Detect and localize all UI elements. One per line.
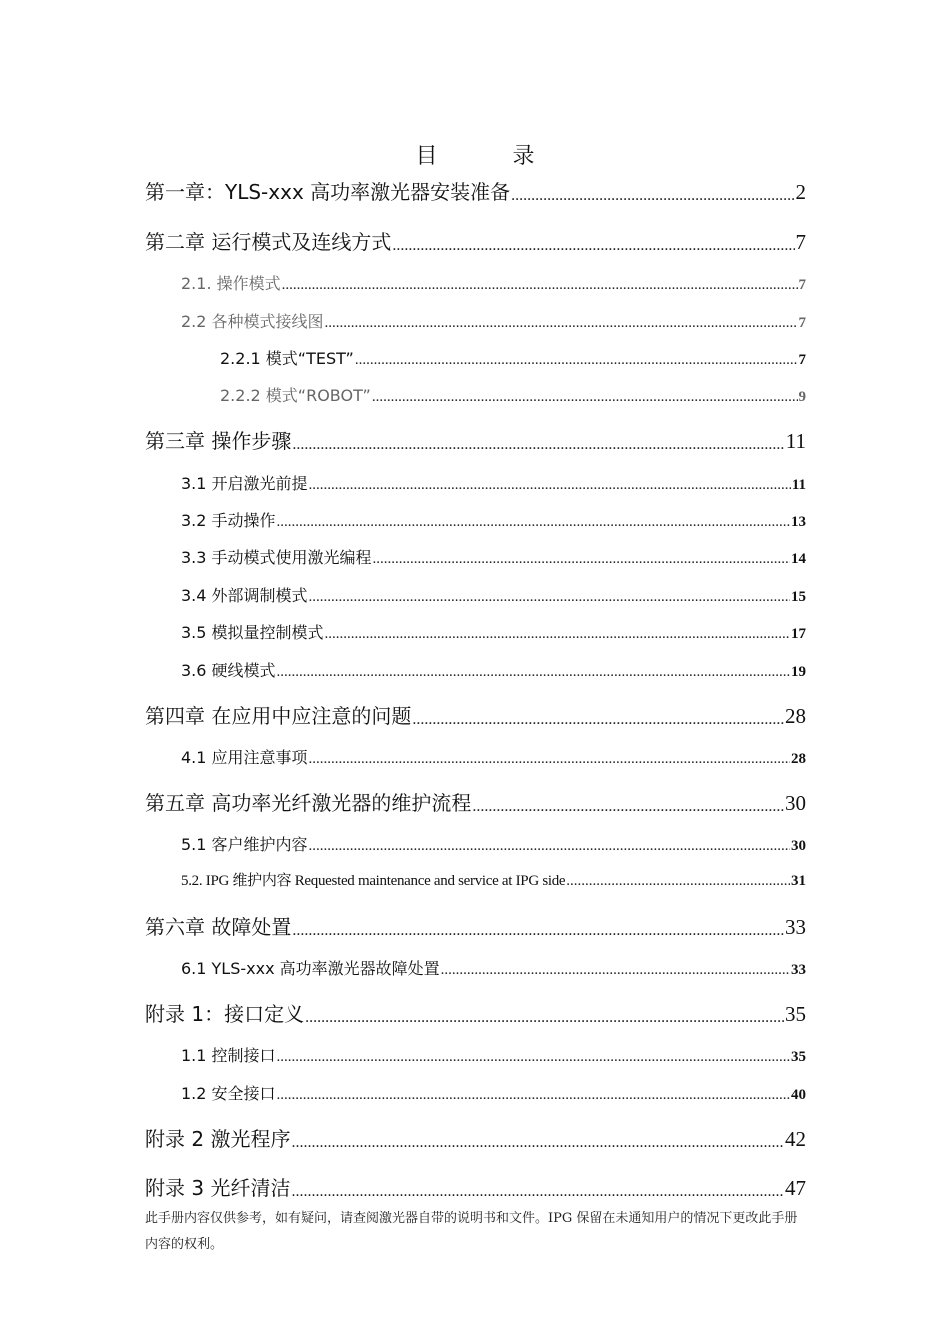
toc-entry-label: 5.1 客户维护内容 <box>181 835 308 854</box>
toc-entry-page: 9 <box>798 389 806 405</box>
dot-leader <box>309 589 790 606</box>
dot-leader <box>282 277 798 294</box>
dot-leader <box>325 626 790 643</box>
toc-entry-chapter-5[interactable] <box>145 787 806 816</box>
toc-entry-page: 30 <box>785 791 806 815</box>
toc-entry-chapter-1[interactable] <box>145 176 806 205</box>
toc-entry-label: 第一章：YLS-xxx 高功率激光器安装准备 <box>145 180 511 204</box>
toc-entry-page: 31 <box>791 873 806 889</box>
toc-entry-page: 2 <box>795 180 806 204</box>
dot-leader <box>373 551 790 568</box>
toc-entry-3-1[interactable] <box>181 471 806 494</box>
toc-entry-page: 7 <box>798 277 806 293</box>
toc-entry-page: 35 <box>785 1002 806 1026</box>
toc-entry-page: 7 <box>798 315 806 331</box>
dot-leader <box>325 315 798 332</box>
toc-entry-a1-2[interactable] <box>181 1081 806 1104</box>
toc-entry-5-1[interactable] <box>181 832 806 855</box>
toc-entry-page: 11 <box>785 429 806 453</box>
toc-entry-label: 第三章 操作步骤 <box>145 429 292 453</box>
toc-entry-chapter-2[interactable] <box>145 226 806 255</box>
toc-entry-label: 1.1 控制接口 <box>181 1046 276 1065</box>
toc-entry-label: 5.2. IPG 维护内容 Requested maintenance and service at IPG side <box>181 873 566 889</box>
dot-leader <box>412 711 784 729</box>
toc-entry-label: 1.2 安全接口 <box>181 1084 276 1103</box>
dot-leader <box>291 1183 784 1201</box>
toc-entry-page: 11 <box>791 477 806 493</box>
toc-entry-label: 2.2.1 模式“TEST” <box>220 349 354 368</box>
toc-entry-page: 15 <box>791 589 806 605</box>
dot-leader <box>277 514 790 531</box>
toc-entry-4-1[interactable] <box>181 745 806 768</box>
toc-entry-page: 28 <box>791 751 806 767</box>
footer-disclaimer: 此手册内容仅供参考，如有疑问，请查阅激光器自带的说明书和文件。IPG 保留在未通知用户的情况下更改此手册内容的权利。 <box>145 1211 798 1252</box>
toc-entry-label: 附录 1：接口定义 <box>145 1002 305 1026</box>
toc-entry-chapter-6[interactable] <box>145 911 806 940</box>
toc-entry-3-2[interactable] <box>181 508 806 531</box>
toc-entry-label: 2.1. 操作模式 <box>181 274 281 293</box>
toc-entry-label: 3.2 手动操作 <box>181 511 276 530</box>
toc-entry-2-2[interactable] <box>181 309 806 332</box>
dot-leader <box>277 1049 790 1066</box>
toc-entry-3-3[interactable] <box>181 545 806 568</box>
toc-entry-a1-1[interactable] <box>181 1043 806 1066</box>
dot-leader <box>291 1134 784 1152</box>
toc-entry-label: 3.6 硬线模式 <box>181 661 276 680</box>
dot-leader <box>511 187 794 205</box>
toc-entry-2-2-1[interactable] <box>220 346 806 369</box>
toc-entry-appendix-3[interactable] <box>145 1172 806 1201</box>
toc-entry-label: 3.1 开启激光前提 <box>181 474 308 493</box>
dot-leader <box>277 664 790 681</box>
toc-entry-label: 3.3 手动模式使用激光编程 <box>181 548 372 567</box>
dot-leader <box>292 436 784 454</box>
toc-entry-5-2[interactable] <box>181 869 806 890</box>
dot-leader <box>441 962 790 979</box>
dot-leader <box>392 237 794 255</box>
toc-entry-page: 14 <box>791 551 806 567</box>
dot-leader <box>566 873 790 890</box>
toc-entry-page: 7 <box>798 352 806 368</box>
toc-entry-chapter-3[interactable] <box>145 425 806 454</box>
toc-entry-label: 第六章 故障处置 <box>145 915 292 939</box>
toc-entry-2-1[interactable] <box>181 271 806 294</box>
toc-entry-2-2-2[interactable] <box>220 383 806 406</box>
toc-entry-label: 第二章 运行模式及连线方式 <box>145 230 392 254</box>
toc-entry-label: 附录 3 光纤清洁 <box>145 1176 291 1200</box>
toc-entry-label: 3.5 模拟量控制模式 <box>181 623 324 642</box>
toc-entry-page: 19 <box>791 664 806 680</box>
toc-entry-page: 33 <box>785 915 806 939</box>
toc-entry-label: 第五章 高功率光纤激光器的维护流程 <box>145 791 472 815</box>
toc-entry-page: 17 <box>791 626 806 642</box>
toc-entry-label: 2.2.2 模式“ROBOT” <box>220 386 371 405</box>
toc-entry-label: 4.1 应用注意事项 <box>181 748 308 767</box>
toc-entry-page: 28 <box>785 704 806 728</box>
toc-entry-page: 40 <box>791 1087 806 1103</box>
toc-title: 目 录 <box>415 143 569 169</box>
toc-entry-page: 35 <box>791 1049 806 1065</box>
toc-entry-label: 2.2 各种模式接线图 <box>181 312 324 331</box>
toc-entry-page: 13 <box>791 514 806 530</box>
toc-entry-page: 47 <box>785 1176 806 1200</box>
dot-leader <box>305 1009 784 1027</box>
dot-leader <box>372 389 798 406</box>
toc-entry-6-1[interactable] <box>181 956 806 979</box>
toc-entry-page: 33 <box>791 962 806 978</box>
toc-entry-page: 30 <box>791 838 806 854</box>
toc-entry-label: 3.4 外部调制模式 <box>181 586 308 605</box>
dot-leader <box>309 751 790 768</box>
dot-leader <box>292 922 784 940</box>
toc-entry-page: 42 <box>785 1127 806 1151</box>
toc-entry-label: 附录 2 激光程序 <box>145 1127 291 1151</box>
dot-leader <box>309 477 791 494</box>
toc-entry-3-5[interactable] <box>181 620 806 643</box>
toc-entry-page: 7 <box>795 230 806 254</box>
toc-entry-appendix-1[interactable] <box>145 998 806 1027</box>
toc-entry-3-4[interactable] <box>181 583 806 606</box>
toc-entry-label: 第四章 在应用中应注意的问题 <box>145 704 412 728</box>
dot-leader <box>277 1087 790 1104</box>
dot-leader <box>355 352 798 369</box>
dot-leader <box>472 798 784 816</box>
toc-entry-3-6[interactable] <box>181 658 806 681</box>
toc-entry-appendix-2[interactable] <box>145 1123 806 1152</box>
dot-leader <box>309 838 790 855</box>
toc-entry-chapter-4[interactable] <box>145 700 806 729</box>
toc-entry-label: 6.1 YLS-xxx 高功率激光器故障处置 <box>181 959 440 978</box>
